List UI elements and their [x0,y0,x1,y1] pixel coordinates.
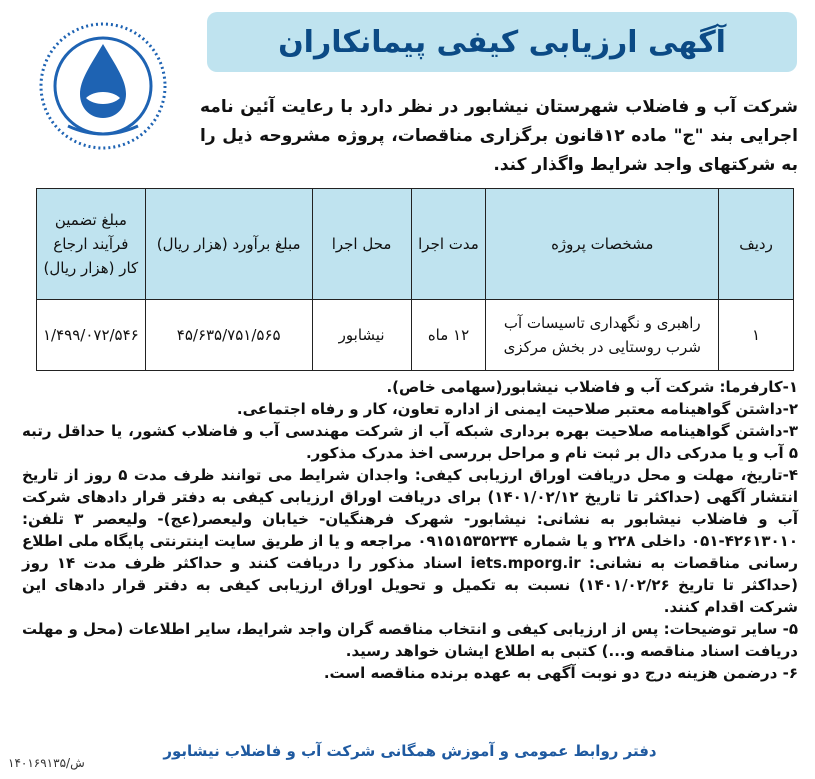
project-table [36,188,794,371]
term-ad-cost: ۶- درضمن هزینه درج دو نوبت آگهی به عهده برنده مناقصه است. [323,664,798,682]
cell-guarantee-amount: ۱/۴۹۹/۰۷۲/۵۴۶ [37,300,146,371]
term-operation-certificate: ۳-داشتن گواهینامه صلاحیت بهره برداری شبکه آب از شرکت مهندسی آب و فاضلاب کشور، یا حداقل رتبه ۵ آب و یا مدرکی دال بر ثبت نام و مراحل بررسی اخذ مدرک مذکور. [22,422,798,462]
water-drop-logo-icon [28,14,178,164]
term-safety-certificate: ۲-داشتن گواهینامه معتبر صلاحیت ایمنی از اداره تعاون، کار و رفاه اجتماعی. [236,400,798,418]
cell-row-number: ۱ [719,300,794,371]
col-header-location: محل اجرا [312,189,411,300]
term-schedule-and-address: ۴-تاریخ، مهلت و محل دریافت اوراق ارزیابی کیفی: واجدان شرایط می توانند ظرف مدت ۵ روز از تاریخ انتشار آگهی (حداکثر تا تاریخ ۱۴۰۱/۰۲/۱۲) برای دریافت اوراق ارزیابی کیفی به دفتر قرار دادهای شرکت آب و فاضلاب نیشابور به نشانی: نیشابور- شهرک فرهنگیان- خیابان ولیعصر(عج)- ولیعصر ۳ تلفن: ۴۲۶۱۳۰۱۰-۰۵۱ داخلی ۲۲۸ و یا شماره ۰۹۱۵۱۵۳۵۲۳۴ مراجعه و یا از طریق سایت اینترنتی پایگاه ملی اطلاع رسانی مناقصات به نشانی: iets.mporg.ir اسناد مذکور را دریافت کنند و حداکثر ظرف مدت ۱۴ روز (حداکثر تا تاریخ ۱۴۰۱/۰۲/۲۶) نسبت به تکمیل و تحویل اوراق ارزیابی کیفی به دفتر قرار دادهای این شرکت اقدام کنند. [22,466,798,616]
company-logo [28,14,178,164]
intro-paragraph: شرکت آب و فاضلاب شهرستان نیشابور در نظر دارد با رعایت آئین نامه اجرایی بند "ج" ماده ۱۲قانون برگزاری مناقصات، پروژه مشروحه ذیل را به شرکتهای واجد شرایط واگذار کند. [200,97,798,175]
term-employer: ۱-کارفرما: شرکت آب و فاضلاب نیشابور(سهامی خاص). [386,378,798,396]
ad-code: ۱۴۰۱۶۹۱۳۵/ش [8,756,85,770]
table-row [37,300,794,371]
cell-duration: ۱۲ ماه [411,300,486,371]
table-header-row [37,189,794,300]
cell-location: نیشابور [312,300,411,371]
terms-list [22,376,798,684]
col-header-duration: مدت اجرا [411,189,486,300]
cell-estimated-amount: ۴۵/۶۳۵/۷۵۱/۵۶۵ [145,300,312,371]
footer-public-relations: دفتر روابط عمومی و آموزش همگانی شرکت آب و فاضلاب نیشابور [163,742,657,760]
notice-title-banner [207,12,797,72]
notice-title: آگهی ارزیابی کیفی پیمانکاران [278,24,726,60]
cell-project-spec: راهبری و نگهداری تاسیسات آب شرب روستایی در بخش مرکزی [486,300,719,371]
col-header-guarantee-amount: مبلغ تضمین فرآیند ارجاع کار (هزار ریال) [37,189,146,300]
col-header-project-spec: مشخصات پروژه [486,189,719,300]
col-header-estimated-amount: مبلغ برآورد (هزار ریال) [145,189,312,300]
term-other-notes: ۵- سایر توضیحات: پس از ارزیابی کیفی و انتخاب مناقصه گران واجد شرایط، سایر اطلاعات (محل و مهلت دریافت اسناد مناقصه و...) کتبی به اطلاع ایشان خواهد رسید. [22,620,798,660]
col-header-row-number: ردیف [719,189,794,300]
